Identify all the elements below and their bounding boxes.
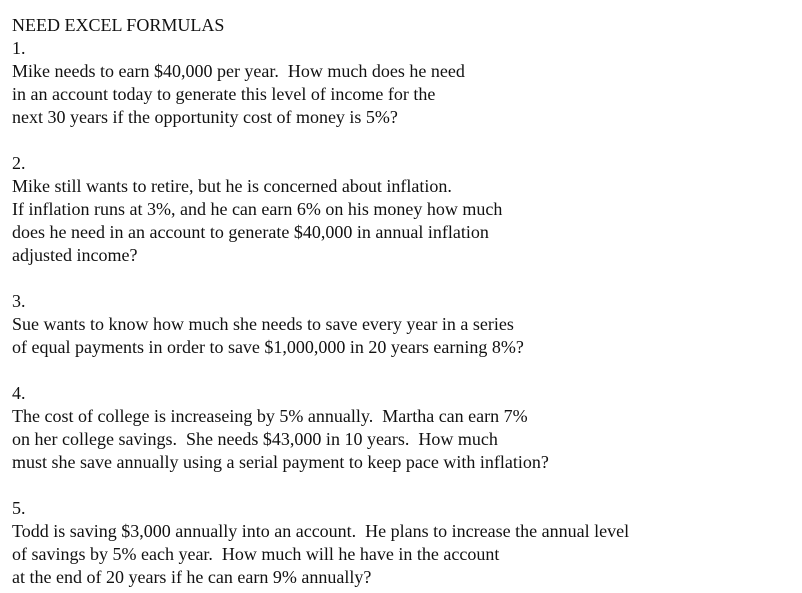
question-2 xyxy=(12,152,629,267)
question-text-line: The cost of college is increaseing by 5% annually. Martha can earn 7% xyxy=(12,406,528,426)
question-text-line: on her college savings. She needs $43,000 in 10 years. How much xyxy=(12,429,498,449)
question-text-line: Sue wants to know how much she needs to save every year in a series xyxy=(12,314,514,334)
question-number: 4. xyxy=(12,383,26,403)
question-text-line: does he need in an account to generate $40,000 in annual inflation xyxy=(12,222,489,242)
question-text-line: If inflation runs at 3%, and he can earn 6% on his money how much xyxy=(12,199,503,219)
question-text-line: next 30 years if the opportunity cost of money is 5%? xyxy=(12,107,398,127)
question-4 xyxy=(12,382,629,474)
question-text-line: of savings by 5% each year. How much will he have in the account xyxy=(12,544,500,564)
question-1 xyxy=(12,37,629,129)
question-text-line: of equal payments in order to save $1,000,000 in 20 years earning 8%? xyxy=(12,337,524,357)
paragraph-gap xyxy=(12,129,629,152)
paragraph-gap xyxy=(12,359,629,382)
question-3 xyxy=(12,290,629,359)
paragraph-gap xyxy=(12,474,629,497)
document-title: NEED EXCEL FORMULAS xyxy=(12,15,225,35)
question-number: 2. xyxy=(12,153,26,173)
question-text-line: must she save annually using a serial payment to keep pace with inflation? xyxy=(12,452,549,472)
question-text-line: at the end of 20 years if he can earn 9% annually? xyxy=(12,567,372,587)
question-text-line: Mike still wants to retire, but he is concerned about inflation. xyxy=(12,176,452,196)
question-text-line: in an account today to generate this level of income for the xyxy=(12,84,436,104)
question-text-line: Mike needs to earn $40,000 per year. How much does he need xyxy=(12,61,465,81)
question-number: 3. xyxy=(12,291,26,311)
question-number: 1. xyxy=(12,38,26,58)
question-text-line: Todd is saving $3,000 annually into an account. He plans to increase the annual level xyxy=(12,521,630,541)
paragraph-gap xyxy=(12,267,629,290)
question-number: 5. xyxy=(12,498,26,518)
document xyxy=(12,14,629,589)
question-text-line: adjusted income? xyxy=(12,245,138,265)
question-5 xyxy=(12,497,629,589)
